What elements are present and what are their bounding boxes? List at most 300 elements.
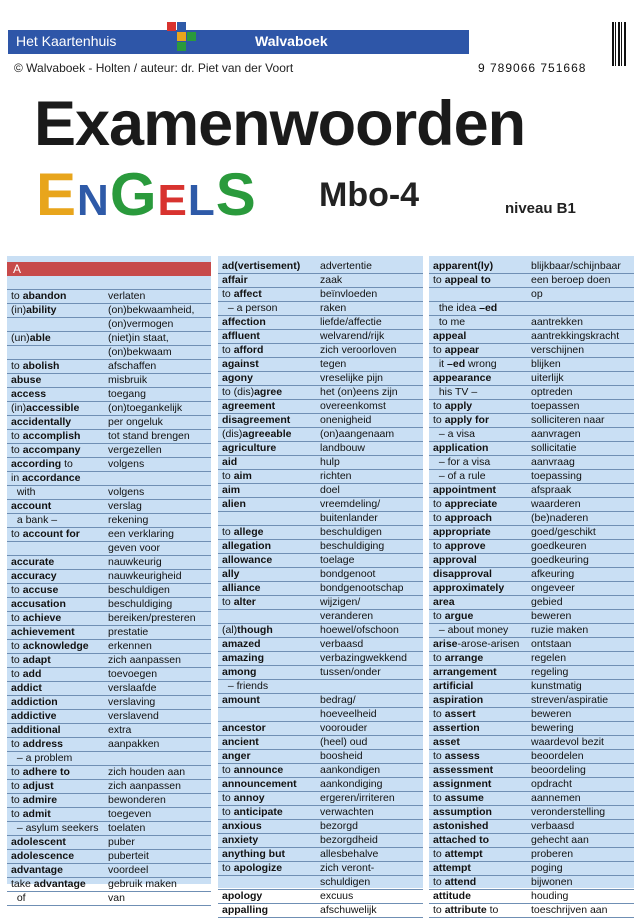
dutch-translation: tot stand brengen	[108, 430, 190, 442]
dutch-translation: zich veront-	[320, 862, 375, 874]
dutch-translation: aanvraag	[531, 456, 575, 468]
english-term: abuse	[11, 374, 42, 386]
dutch-translation: goedkeuring	[531, 554, 589, 566]
vocab-row	[429, 554, 634, 568]
vocab-row	[218, 778, 423, 792]
vocab-row	[7, 374, 211, 388]
english-term: to acknowledge	[11, 640, 89, 652]
dutch-translation: bewonderen	[108, 794, 166, 806]
dutch-translation: (on)bekwaam	[108, 346, 172, 358]
vocab-row	[218, 288, 423, 302]
dutch-translation: aanpakken	[108, 738, 160, 750]
dutch-translation: verslaafde	[108, 682, 157, 694]
vocab-row	[218, 722, 423, 736]
english-term: aspiration	[433, 694, 484, 706]
english-term: amount	[222, 694, 260, 706]
vocab-row	[218, 456, 423, 470]
vocab-row	[218, 582, 423, 596]
dutch-translation: zich veroorloven	[320, 344, 397, 356]
dutch-translation: verslaving	[108, 696, 156, 708]
english-term: accusation	[11, 598, 66, 610]
english-term: arrangement	[433, 666, 497, 678]
vocab-column-3	[429, 256, 634, 916]
publisher-logo	[167, 22, 197, 54]
dutch-translation: op	[531, 288, 543, 300]
dutch-translation: tegen	[320, 358, 347, 370]
dutch-translation: bereiken/presteren	[108, 612, 196, 624]
vocab-row	[7, 584, 211, 598]
dutch-translation: beoordeling	[531, 764, 586, 776]
dutch-translation: rekening	[108, 514, 149, 526]
vocab-row	[429, 792, 634, 806]
dutch-translation: bedrag/	[320, 694, 356, 706]
english-term: astonished	[433, 820, 489, 832]
english-term: (in)ability	[11, 304, 57, 316]
vocab-row	[218, 638, 423, 652]
dutch-translation: gebruik maken	[108, 878, 177, 890]
english-term: appearance	[433, 372, 492, 384]
dutch-translation: blijkbaar/schijnbaar	[531, 260, 621, 272]
vocab-row	[7, 640, 211, 654]
english-term: – for a visa	[433, 456, 491, 468]
vocab-row	[7, 304, 211, 318]
english-term: – a visa	[433, 428, 476, 440]
english-term: asset	[433, 736, 460, 748]
level-label: Mbo-4	[319, 176, 420, 214]
english-term: agreement	[222, 400, 276, 412]
vocab-row	[218, 386, 423, 400]
subject-title	[36, 160, 257, 229]
english-term: to allege	[222, 526, 264, 538]
english-term: to apologize	[222, 862, 283, 874]
dutch-translation: solliciteren naar	[531, 414, 605, 426]
vocab-row	[429, 610, 634, 624]
vocab-row	[7, 878, 211, 892]
vocab-row	[429, 358, 634, 372]
english-term: accuracy	[11, 570, 57, 582]
dutch-translation: zich aanpassen	[108, 780, 181, 792]
vocab-row	[218, 302, 423, 316]
vocab-row	[429, 722, 634, 736]
english-term: – friends	[222, 680, 269, 692]
english-term: (dis)agreeable	[222, 428, 292, 440]
dutch-translation: veronderstelling	[531, 806, 606, 818]
dutch-translation: zich aanpassen	[108, 654, 181, 666]
dutch-translation: beschuldiging	[320, 540, 385, 552]
dutch-translation: puberteit	[108, 850, 149, 862]
dutch-translation: geven voor	[108, 542, 160, 554]
vocab-row	[429, 414, 634, 428]
dutch-translation: ruzie maken	[531, 624, 589, 636]
dutch-translation: nauwkeurig	[108, 556, 162, 568]
vocab-row	[218, 512, 423, 526]
dutch-translation: (on)aangenaam	[320, 428, 395, 440]
vocab-row	[7, 276, 211, 290]
vocab-row	[218, 890, 423, 904]
english-term: accurate	[11, 556, 55, 568]
english-term: advantage	[11, 864, 63, 876]
dutch-translation: wijzigen/	[320, 596, 361, 608]
vocab-row	[7, 290, 211, 304]
vocab-row	[218, 764, 423, 778]
vocab-row	[218, 540, 423, 554]
vocab-row	[218, 862, 423, 876]
vocab-row	[7, 528, 211, 542]
dutch-translation: proberen	[531, 848, 574, 860]
dutch-translation: puber	[108, 836, 135, 848]
english-term: assumption	[433, 806, 492, 818]
niveau-label: niveau B1	[505, 200, 576, 217]
english-term: approximately	[433, 582, 505, 594]
vocab-row	[429, 638, 634, 652]
english-term: against	[222, 358, 259, 370]
vocab-row	[218, 344, 423, 358]
vocab-row	[218, 442, 423, 456]
vocab-row	[7, 864, 211, 878]
dutch-translation: toelaten	[108, 822, 146, 834]
dutch-translation: verlaten	[108, 290, 146, 302]
vocab-row	[7, 556, 211, 570]
english-term: to apply for	[433, 414, 490, 426]
vocab-row	[429, 708, 634, 722]
dutch-translation: (on)bekwaamheid,	[108, 304, 195, 316]
dutch-translation: toepassing	[531, 470, 582, 482]
dutch-translation: raken	[320, 302, 347, 314]
vocab-row	[7, 808, 211, 822]
vocab-row	[429, 456, 634, 470]
vocab-row	[7, 514, 211, 528]
dutch-translation: beschuldigen	[108, 584, 170, 596]
english-term: alliance	[222, 582, 261, 594]
dutch-translation: aantrekken	[531, 316, 583, 328]
vocab-row	[7, 654, 211, 668]
english-term: to admit	[11, 808, 51, 820]
english-term: agony	[222, 372, 253, 384]
dutch-translation: hoewel/ofschoon	[320, 624, 399, 636]
vocab-row	[7, 850, 211, 864]
dutch-translation: beweren	[531, 708, 572, 720]
english-term: to annoy	[222, 792, 265, 804]
dutch-translation: advertentie	[320, 260, 372, 272]
subject-letter: L	[187, 176, 216, 225]
subject-letter: E	[36, 161, 78, 228]
english-term: it –ed wrong	[433, 358, 497, 370]
english-term: – a person	[222, 302, 278, 314]
english-term: disagreement	[222, 414, 291, 426]
vocab-row	[7, 360, 211, 374]
english-term: his TV –	[433, 386, 478, 398]
dutch-translation: regelen	[531, 652, 567, 664]
dutch-translation: toegang	[108, 388, 146, 400]
dutch-translation: gebied	[531, 596, 563, 608]
dutch-translation: aantrekkingskracht	[531, 330, 620, 342]
imprint-name: Walvaboek	[255, 33, 328, 49]
dutch-translation: landbouw	[320, 442, 365, 454]
english-term: to address	[11, 738, 63, 750]
dutch-translation: waarderen	[531, 498, 581, 510]
vocab-row	[7, 682, 211, 696]
vocab-row	[429, 736, 634, 750]
english-term: access	[11, 388, 47, 400]
english-term: to appreciate	[433, 498, 498, 510]
english-term: ancestor	[222, 722, 266, 734]
dutch-translation: ergeren/irriteren	[320, 792, 395, 804]
vocab-row	[7, 752, 211, 766]
dutch-translation: onenigheid	[320, 414, 372, 426]
english-term: attempt	[433, 862, 471, 874]
english-term: ally	[222, 568, 240, 580]
dutch-translation: vreemdeling/	[320, 498, 381, 510]
english-term: – about money	[433, 624, 509, 636]
english-term: amazing	[222, 652, 265, 664]
dutch-translation: gehecht aan	[531, 834, 589, 846]
english-term: apparent(ly)	[433, 260, 494, 272]
english-term: among	[222, 666, 257, 678]
dutch-translation: bondgenootschap	[320, 582, 404, 594]
vocab-row	[7, 794, 211, 808]
dutch-translation: schuldigen	[320, 876, 371, 888]
dutch-translation: boosheid	[320, 750, 363, 762]
english-term: adolescent	[11, 836, 66, 848]
vocab-row	[218, 750, 423, 764]
english-term: apology	[222, 890, 263, 902]
vocab-row	[429, 876, 634, 890]
english-term: to aim	[222, 470, 252, 482]
vocab-row	[7, 836, 211, 850]
dutch-translation: (be)naderen	[531, 512, 589, 524]
dutch-translation: zaak	[320, 274, 343, 286]
english-term: accidentally	[11, 416, 72, 428]
vocab-row	[429, 820, 634, 834]
english-term: artificial	[433, 680, 474, 692]
english-term: affair	[222, 274, 248, 286]
vocab-row	[7, 766, 211, 780]
dutch-translation: tussen/onder	[320, 666, 381, 678]
vocab-row	[429, 750, 634, 764]
vocab-row	[7, 598, 211, 612]
subject-letter: S	[215, 161, 257, 228]
vocab-row	[429, 862, 634, 876]
english-term: to adhere to	[11, 766, 70, 778]
vocab-row	[429, 330, 634, 344]
dutch-translation: voordeel	[108, 864, 149, 876]
vocab-row	[218, 848, 423, 862]
dutch-translation: het (on)eens zijn	[320, 386, 398, 398]
vocab-row	[7, 780, 211, 794]
dutch-translation: opdracht	[531, 778, 572, 790]
vocab-column-1	[7, 256, 211, 904]
dutch-translation: toelage	[320, 554, 355, 566]
english-term: to adapt	[11, 654, 51, 666]
english-term: application	[433, 442, 489, 454]
vocab-row	[429, 386, 634, 400]
english-term: to afford	[222, 344, 264, 356]
vocab-row	[218, 260, 423, 274]
english-term: adolescence	[11, 850, 75, 862]
english-term: to attribute to	[433, 904, 499, 916]
english-term: to approve	[433, 540, 486, 552]
vocab-row	[218, 610, 423, 624]
dutch-translation: buitenlander	[320, 512, 378, 524]
english-term: to add	[11, 668, 42, 680]
dutch-translation: per ongeluk	[108, 416, 163, 428]
english-term: addict	[11, 682, 42, 694]
english-term: (un)able	[11, 332, 51, 344]
english-term: to assess	[433, 750, 480, 762]
dutch-translation: toeschrijven aan	[531, 904, 608, 916]
vocab-row	[7, 486, 211, 500]
vocab-row	[218, 834, 423, 848]
vocab-row	[7, 626, 211, 640]
dutch-translation: toegeven	[108, 808, 152, 820]
vocab-row	[429, 834, 634, 848]
dutch-translation: hulp	[320, 456, 340, 468]
dutch-translation: afkeuring	[531, 568, 575, 580]
dutch-translation: verwachten	[320, 806, 374, 818]
english-term: to alter	[222, 596, 256, 608]
english-term: appropriate	[433, 526, 491, 538]
vocab-row	[218, 484, 423, 498]
dutch-translation: optreden	[531, 386, 573, 398]
dutch-translation: een verklaring	[108, 528, 174, 540]
vocab-row	[218, 316, 423, 330]
dutch-translation: toepassen	[531, 400, 580, 412]
dutch-translation: welvarend/rijk	[320, 330, 385, 342]
dutch-translation: beïnvloeden	[320, 288, 378, 300]
vocab-row	[218, 414, 423, 428]
dutch-translation: erkennen	[108, 640, 152, 652]
dutch-translation: richten	[320, 470, 352, 482]
vocab-row	[218, 736, 423, 750]
vocab-row	[218, 568, 423, 582]
english-term: to appeal to	[433, 274, 491, 286]
english-term: to me	[433, 316, 466, 328]
vocab-row	[7, 318, 211, 332]
dutch-translation: aankondiging	[320, 778, 383, 790]
vocab-row	[7, 416, 211, 430]
vocab-row	[218, 666, 423, 680]
dutch-translation: houding	[531, 890, 569, 902]
english-term: to anticipate	[222, 806, 283, 818]
dutch-translation: overeenkomst	[320, 400, 386, 412]
dutch-translation: kunstmatig	[531, 680, 582, 692]
vocab-row	[218, 820, 423, 834]
vocab-row	[429, 582, 634, 596]
english-term: to accuse	[11, 584, 59, 596]
dutch-translation: veranderen	[320, 610, 374, 622]
vocab-row	[429, 806, 634, 820]
english-term: to accompany	[11, 444, 81, 456]
english-term: attached to	[433, 834, 490, 846]
vocab-row	[218, 596, 423, 610]
english-term: appointment	[433, 484, 496, 496]
vocab-row	[218, 498, 423, 512]
vocab-row	[429, 778, 634, 792]
english-term: anxiety	[222, 834, 259, 846]
dutch-translation: beoordelen	[531, 750, 584, 762]
vocab-row	[429, 848, 634, 862]
dutch-translation: beschuldigen	[320, 526, 382, 538]
english-term: to account for	[11, 528, 80, 540]
vocab-row	[429, 694, 634, 708]
vocab-row	[7, 542, 211, 556]
dutch-translation: ongeveer	[531, 582, 575, 594]
vocab-row	[7, 332, 211, 346]
dutch-translation: verbaasd	[531, 820, 575, 832]
vocab-row	[429, 288, 634, 302]
english-term: arise-arose-arisen	[433, 638, 520, 650]
english-term: ancient	[222, 736, 259, 748]
dutch-translation: allesbehalve	[320, 848, 379, 860]
dutch-translation: blijken	[531, 358, 561, 370]
vocab-row	[218, 652, 423, 666]
english-term: ad(vertisement)	[222, 260, 301, 272]
vocab-row	[429, 666, 634, 680]
dutch-translation: verslavend	[108, 710, 159, 722]
english-term: anything but	[222, 848, 285, 860]
page-title: Examenwoorden	[34, 89, 526, 159]
english-term: to achieve	[11, 612, 62, 624]
subject-letter: E	[157, 176, 188, 225]
dutch-translation: afschuwelijk	[320, 904, 377, 916]
english-term: amazed	[222, 638, 261, 650]
dutch-translation: prestatie	[108, 626, 149, 638]
vocab-row	[218, 358, 423, 372]
dutch-translation: volgens	[108, 458, 145, 470]
english-term: attitude	[433, 890, 471, 902]
vocab-row	[429, 484, 634, 498]
dutch-translation: aankondigen	[320, 764, 381, 776]
vocab-row	[218, 554, 423, 568]
dutch-translation: ontstaan	[531, 638, 572, 650]
dutch-translation: voorouder	[320, 722, 368, 734]
barcode	[612, 22, 626, 66]
dutch-translation: aanvragen	[531, 428, 581, 440]
vocab-row	[218, 792, 423, 806]
dutch-translation: bewering	[531, 722, 574, 734]
vocab-row	[218, 526, 423, 540]
english-term: disapproval	[433, 568, 492, 580]
vocab-row	[7, 444, 211, 458]
english-term: assertion	[433, 722, 480, 734]
english-term: addictive	[11, 710, 57, 722]
vocab-row	[7, 430, 211, 444]
vocab-row	[429, 568, 634, 582]
english-term: appeal	[433, 330, 467, 342]
dutch-translation: goed/geschikt	[531, 526, 596, 538]
vocab-row	[429, 442, 634, 456]
letter-header: A	[7, 262, 211, 276]
isbn: 9 789066 751668	[478, 61, 587, 75]
english-term: (in)accessible	[11, 402, 80, 414]
vocab-row	[429, 512, 634, 526]
english-term: according to	[11, 458, 73, 470]
vocab-row	[429, 344, 634, 358]
dutch-translation: vreselijke pijn	[320, 372, 384, 384]
english-term: to admire	[11, 794, 58, 806]
vocab-row	[429, 498, 634, 512]
dutch-translation: poging	[531, 862, 563, 874]
english-term: – a problem	[11, 752, 73, 764]
english-term: in accordance	[11, 472, 81, 484]
vocab-row	[429, 428, 634, 442]
dutch-translation: (niet)in staat,	[108, 332, 169, 344]
vocab-row	[429, 904, 634, 918]
english-term: – asylum seekers	[11, 822, 99, 834]
dutch-translation: extra	[108, 724, 132, 736]
dutch-translation: verschijnen	[531, 344, 585, 356]
english-term: allowance	[222, 554, 273, 566]
